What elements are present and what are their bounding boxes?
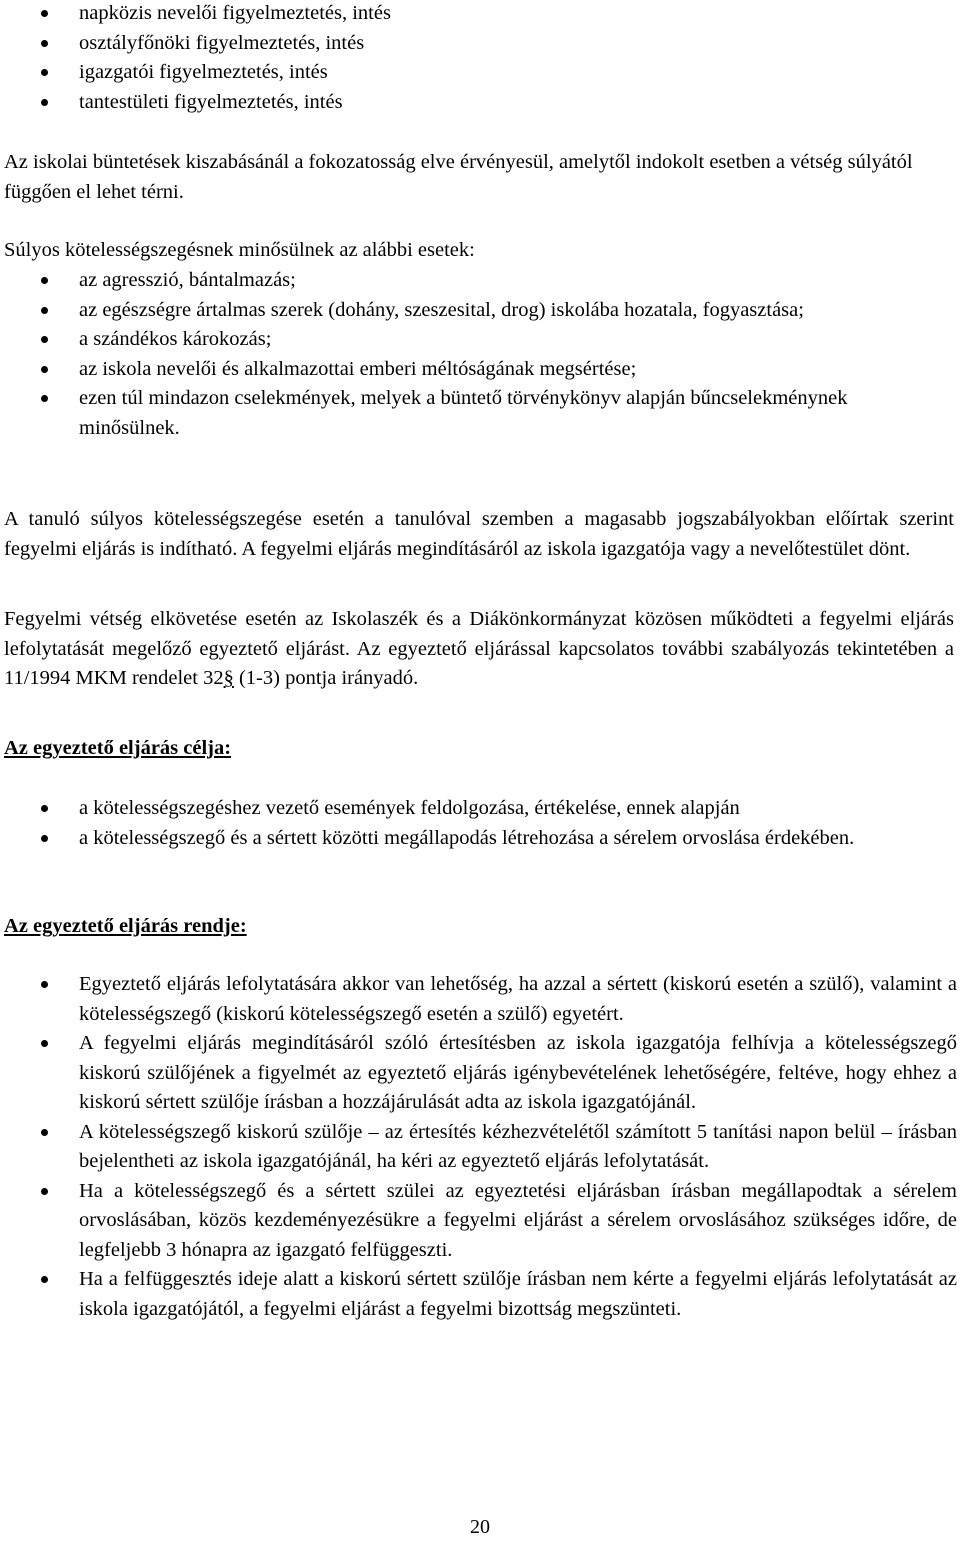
top-penalty-list (0, 0, 960, 117)
list-item: napközis nevelői figyelmeztetés, intés (0, 0, 960, 29)
list-item: igazgatói figyelmeztetés, intés (0, 58, 960, 88)
reconciliation-paragraph (4, 605, 954, 694)
list-item: az iskola nevelői és alkalmazottai emberi méltóságának megsértése; (0, 355, 880, 385)
goal-heading: Az egyeztető eljárás célja: (4, 737, 232, 759)
list-item: a kötelességszegő és a sértett közötti megállapodás létrehozása a sérelem orvoslása érdekében. (0, 824, 957, 854)
list-item: a kötelességszegéshez vezető események feldolgozása, értékelése, ennek alapján (0, 794, 957, 824)
list-item: A fegyelmi eljárás megindításáról szóló értesítésben az iskola igazgatója felhívja a kötelességszegő kiskorú szülőjének a figyelmét az egyeztető eljárás igénybevételének lehetőségére, feltéve, hogy ehhez a kiskorú sértett szülője írásban a hozzájárulását adta az iskola igazgatójánál. (0, 1029, 957, 1118)
list-item: A kötelességszegő kiskorú szülője – az értesítés kézhezvételétől számított 5 tanítási napon belül – írásban bejelentheti az iskola igazgatójánál, ha kéri az egyeztető eljárás lefolytatását. (0, 1118, 957, 1177)
list-item: az egészségre ártalmas szerek (dohány, szeszesital, drog) iskolába hozatala, fogyasztása; (0, 296, 880, 326)
list-item: tantestületi figyelmeztetés, intés (0, 88, 960, 118)
order-heading: Az egyeztető eljárás rendje: (4, 915, 247, 937)
list-item: osztályfőnöki figyelmeztetés, intés (0, 29, 960, 59)
list-item: a szándékos károkozás; (0, 325, 880, 355)
reconciliation-text-a: Fegyelmi vétség elkövetése esetén az Iskolaszék és a Diákönkormányzat közösen működteti a fegyelmi eljárás lefolytatását megelőző egyeztető eljárást. Az egyeztető eljárással kapcsolatos további szabályozás tekintetében a 11/1994 MKM rendelet 32 (4, 608, 954, 689)
severe-list (0, 266, 880, 443)
list-item: Ha a felfüggesztés ideje alatt a kiskorú sértett szülője írásban nem kérte a fegyelmi eljárás lefolytatását az iskola igazgatójától, a fegyelmi eljárást a fegyelmi bizottság megszünteti. (0, 1265, 957, 1324)
disciplinary-paragraph: A tanuló súlyos kötelességszegése esetén a tanulóval szemben a magasabb jogszabályokban előírtak szerint fegyelmi eljárás is indítható. A fegyelmi eljárás megindításáról az iskola igazgatója vagy a nevelőtestület dönt. (4, 508, 954, 560)
gradation-paragraph: Az iskolai büntetések kiszabásánál a fokozatosság elve érvényesül, amelytől indokolt esetben a vétség súlyától függően el lehet térni. (4, 151, 913, 203)
page-number: 20 (470, 1516, 490, 1538)
list-item: ezen túl mindazon cselekmények, melyek a büntető törvénykönyv alapján bűncselekménynek minősülnek. (0, 384, 880, 443)
section-sign: § (223, 667, 234, 689)
list-item: Egyeztető eljárás lefolytatására akkor van lehetőség, ha azzal a sértett (kiskorú esetén a szülő), valamint a kötelességszegő (kiskorú kötelességszegő esetén a szülő) egyetért. (0, 970, 957, 1029)
goal-list (0, 794, 957, 853)
order-list (0, 970, 957, 1324)
severe-intro: Súlyos kötelességszegésnek minősülnek az alábbi esetek: (4, 239, 475, 261)
list-item: Ha a kötelességszegő és a sértett szülei az egyeztetési eljárásban írásban megállapodtak a sérelem orvoslásában, közös kezdeményezésükre a fegyelmi eljárást a sérelem orvoslásához szükséges időre, de legfeljebb 3 hónapra az igazgató felfüggeszti. (0, 1177, 957, 1266)
reconciliation-text-b: (1-3) pontja irányadó. (233, 667, 419, 689)
list-item: az agresszió, bántalmazás; (0, 266, 880, 296)
